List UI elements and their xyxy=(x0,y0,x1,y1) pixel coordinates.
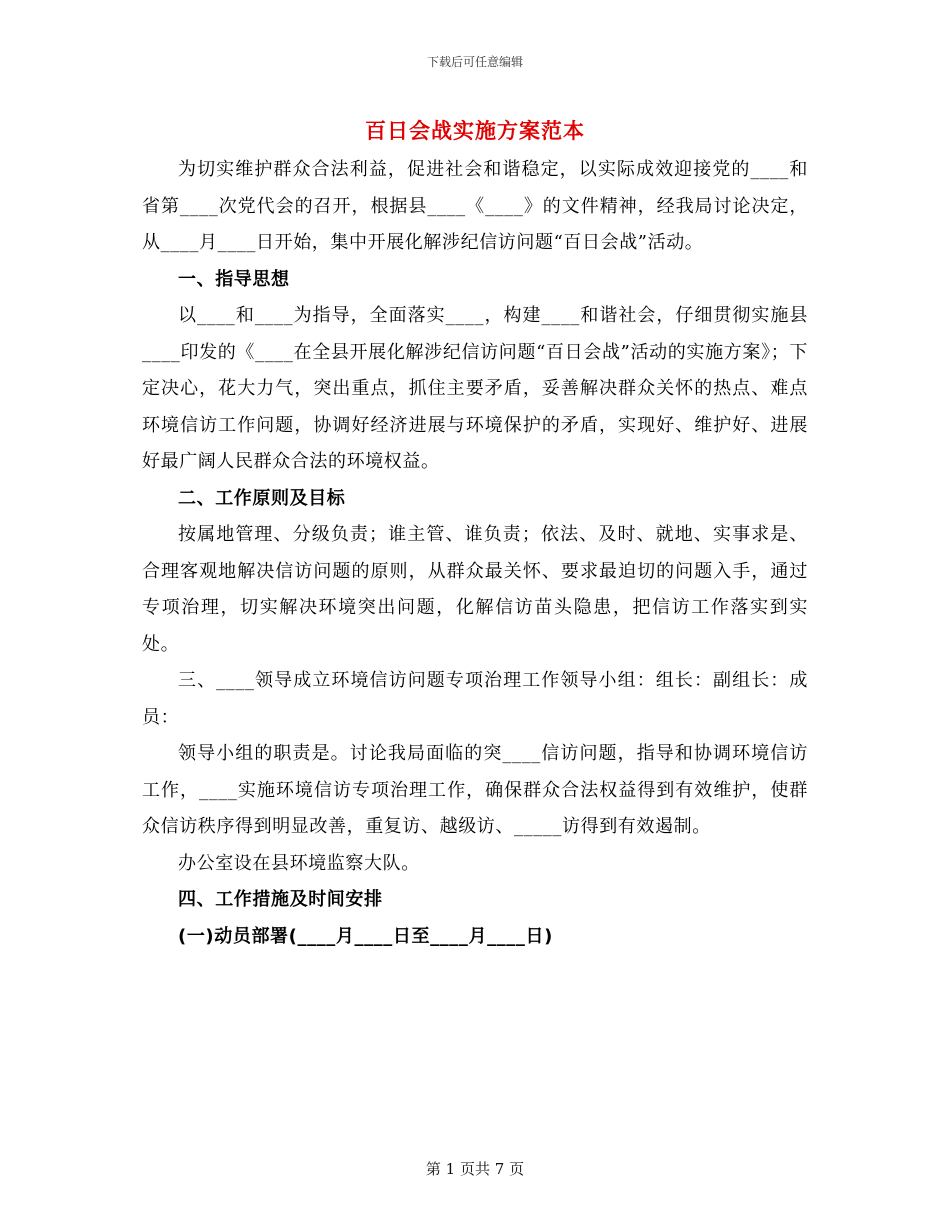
section-heading-guiding-ideology: 一、指导思想 xyxy=(178,268,290,290)
section-heading-measures-schedule: 四、工作措施及时间安排 xyxy=(178,889,383,910)
guiding-ideology-paragraph: 以____和____为指导，全面落实____，构建____和谐社会，仔细贯彻实施县____印发的《____在全县开展化解涉纪信访问题“百日会战”活动的实施方案》；下定决心，花大力气，突出重点，抓住主要矛盾，妥善解决群众关怀的热点、难点环境信访工作问题，协调好经济进展与环境保护的矛盾，实现好、维护好、进展好最广阔人民群众合法的环境权益。 xyxy=(142,305,808,472)
leadership-duties-paragraph: 领导小组的职责是。讨论我局面临的突____信访问题，指导和协调环境信访工作，____实施环境信访专项治理工作，确保群众合法权益得到有效维护，使群众信访秩序得到明显改善，重复访、越级访、_____访得到有效遏制。 xyxy=(142,743,808,837)
subsection-heading-mobilization: (一)动员部署(____月____日至____月____日) xyxy=(178,925,553,947)
page-header-note: 下载后可任意编辑 xyxy=(426,55,523,69)
document-body xyxy=(142,152,808,955)
page-number-footer: 第 1 页共 7 页 xyxy=(425,1160,525,1178)
section-heading-principles-goals: 二、工作原则及目标 xyxy=(178,487,346,509)
office-location-paragraph: 办公室设在县环境监察大队。 xyxy=(178,852,420,874)
intro-paragraph: 为切实维护群众合法利益，促进社会和谐稳定，以实际成效迎接党的____和省第____次党代会的召开，根据县____《____》的文件精神，经我局讨论决定，从____月____日开始，集中开展化解涉纪信访问题“百日会战”活动。 xyxy=(142,159,808,253)
leadership-group-paragraph: 三、____领导成立环境信访问题专项治理工作领导小组：组长：副组长：成员： xyxy=(142,670,808,728)
principles-paragraph: 按属地管理、分级负责；谁主管、谁负责；依法、及时、就地、实事求是、合理客观地解决信访问题的原则，从群众最关怀、要求最迫切的问题入手，通过专项治理，切实解决环境突出问题，化解信访苗头隐患，把信访工作落实到实处。 xyxy=(142,524,808,655)
document-title: 百日会战实施方案范本 xyxy=(365,118,585,143)
